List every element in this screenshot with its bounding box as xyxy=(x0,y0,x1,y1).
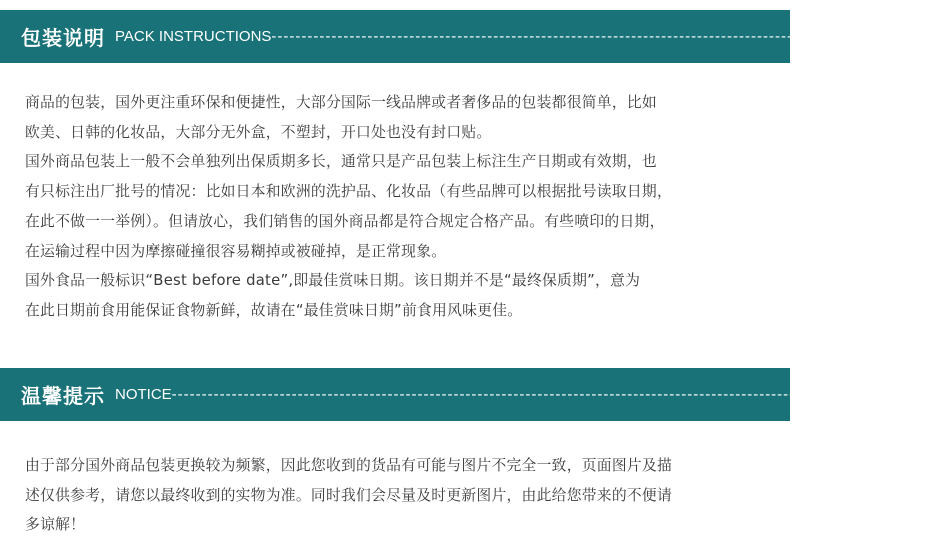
pack-line: 有只标注出厂批号的情况：比如日本和欧洲的洗护品、化妆品（有些品牌可以根据批号读取日期， xyxy=(25,183,673,201)
pack-line: 国外食品一般标识“Best before date”,即最佳赏味日期。该日期并不是“最终保质期”，意为 xyxy=(25,272,641,290)
notice-dashes: -------------------------------------------------------------------------------------------------------------------------- xyxy=(171,386,904,403)
pack-instructions-body xyxy=(25,88,770,326)
notice-title: 温馨提示 xyxy=(21,384,105,408)
notice-line: 多谅解！ xyxy=(25,516,86,534)
pack-line: 欧美、日韩的化妆品，大部分无外盒，不塑封，开口处也没有封口贴。 xyxy=(25,123,492,141)
pack-line: 国外商品包装上一般不会单独列出保质期多长，通常只是产品包装上标注生产日期或有效期，也 xyxy=(25,153,657,171)
pack-line: 在运输过程中因为摩擦碰撞很容易糊掉或被碰掉，是正常现象。 xyxy=(25,242,447,260)
notice-line: 述仅供参考，请您以最终收到的实物为准。同时我们会尽量及时更新图片，由此给您带来的不便请 xyxy=(25,486,673,504)
notice-line: 由于部分国外商品包装更换较为频繁，因此您收到的货品有可能与图片不完全一致，页面图片及描 xyxy=(25,457,673,474)
notice-body xyxy=(25,451,770,540)
pack-line: 在此日期前食用能保证食物新鲜，故请在“最佳赏味日期”前食用风味更佳。 xyxy=(25,301,523,319)
notice-banner xyxy=(0,368,904,421)
pack-instructions-title: 包装说明 xyxy=(21,26,105,50)
notice-subtitle: NOTICE xyxy=(115,386,172,403)
pack-instructions-dashes: -------------------------------------------------------------------------------------------------------------- xyxy=(271,28,931,45)
pack-line: 在此不做一一举例）。但请放心，我们销售的国外商品都是符合规定合格产品。有些喷印的日期， xyxy=(25,212,665,230)
pack-instructions-banner xyxy=(0,10,931,63)
pack-instructions-subtitle: PACK INSTRUCTIONS xyxy=(115,28,272,45)
pack-line: 商品的包装，国外更注重环保和便捷性，大部分国际一线品牌或者奢侈品的包装都很简单，比如 xyxy=(25,94,657,111)
